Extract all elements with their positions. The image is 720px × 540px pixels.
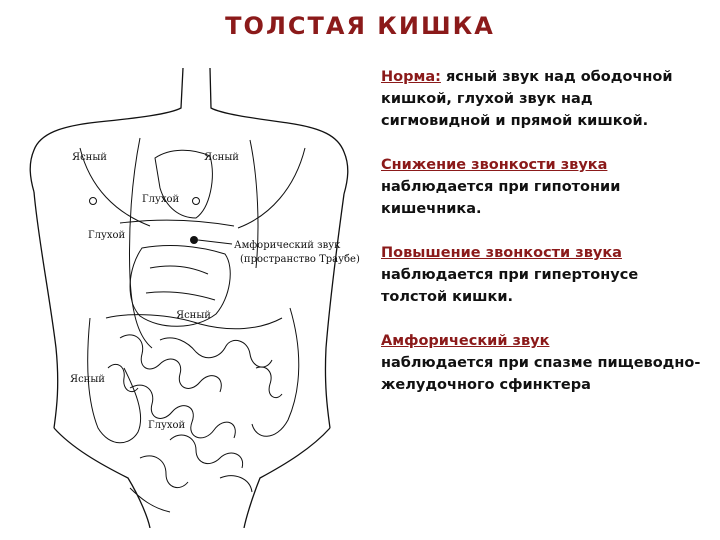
torso-percussion-diagram bbox=[20, 68, 370, 528]
torso-svg bbox=[20, 68, 370, 528]
heading-increase: Повышение звонкости звука bbox=[381, 245, 622, 261]
text-amphoric: наблюдается при спазме пищеводно-желудочного сфинктера bbox=[381, 355, 701, 393]
text-increase: наблюдается при гипертонусе толстой кишки. bbox=[381, 267, 639, 305]
heading-amphoric: Амфорический звук bbox=[381, 333, 550, 349]
label-yasny-mid: Ясный bbox=[176, 310, 211, 321]
label-glukhoy-bottom: Глухой bbox=[148, 420, 186, 431]
marker-left bbox=[90, 198, 97, 205]
heading-norm: Норма: bbox=[381, 69, 441, 85]
label-glukhoy-left: Глухой bbox=[88, 230, 126, 241]
label-yasny-low: Ясный bbox=[70, 374, 105, 385]
label-glukhoy-top: Глухой bbox=[142, 194, 180, 205]
text-norm: ясный звук над ободочной кишкой, глухой звук над сигмовидной и прямой кишкой. bbox=[381, 69, 673, 129]
slide-title: ТОЛСТАЯ КИШКА bbox=[225, 12, 495, 40]
paragraph-decrease bbox=[381, 154, 701, 220]
description-text bbox=[381, 66, 701, 418]
intestines bbox=[88, 308, 299, 512]
paragraph-norm bbox=[381, 66, 701, 132]
paragraph-increase bbox=[381, 242, 701, 308]
traube-point bbox=[190, 236, 198, 244]
text-decrease: наблюдается при гипотонии кишечника. bbox=[381, 179, 621, 217]
label-yasny-left: Ясный bbox=[72, 152, 107, 163]
label-amfor-line1: Амфорический звук bbox=[234, 240, 341, 251]
label-yasny-right: Ясный bbox=[204, 152, 239, 163]
heading-decrease: Снижение звонкости звука bbox=[381, 157, 608, 173]
paragraph-amphoric bbox=[381, 330, 701, 396]
torso-outline bbox=[30, 68, 348, 528]
label-amfor-line2: (пространство Траубе) bbox=[240, 254, 360, 265]
traube-pointer bbox=[198, 240, 232, 244]
marker-right bbox=[193, 198, 200, 205]
